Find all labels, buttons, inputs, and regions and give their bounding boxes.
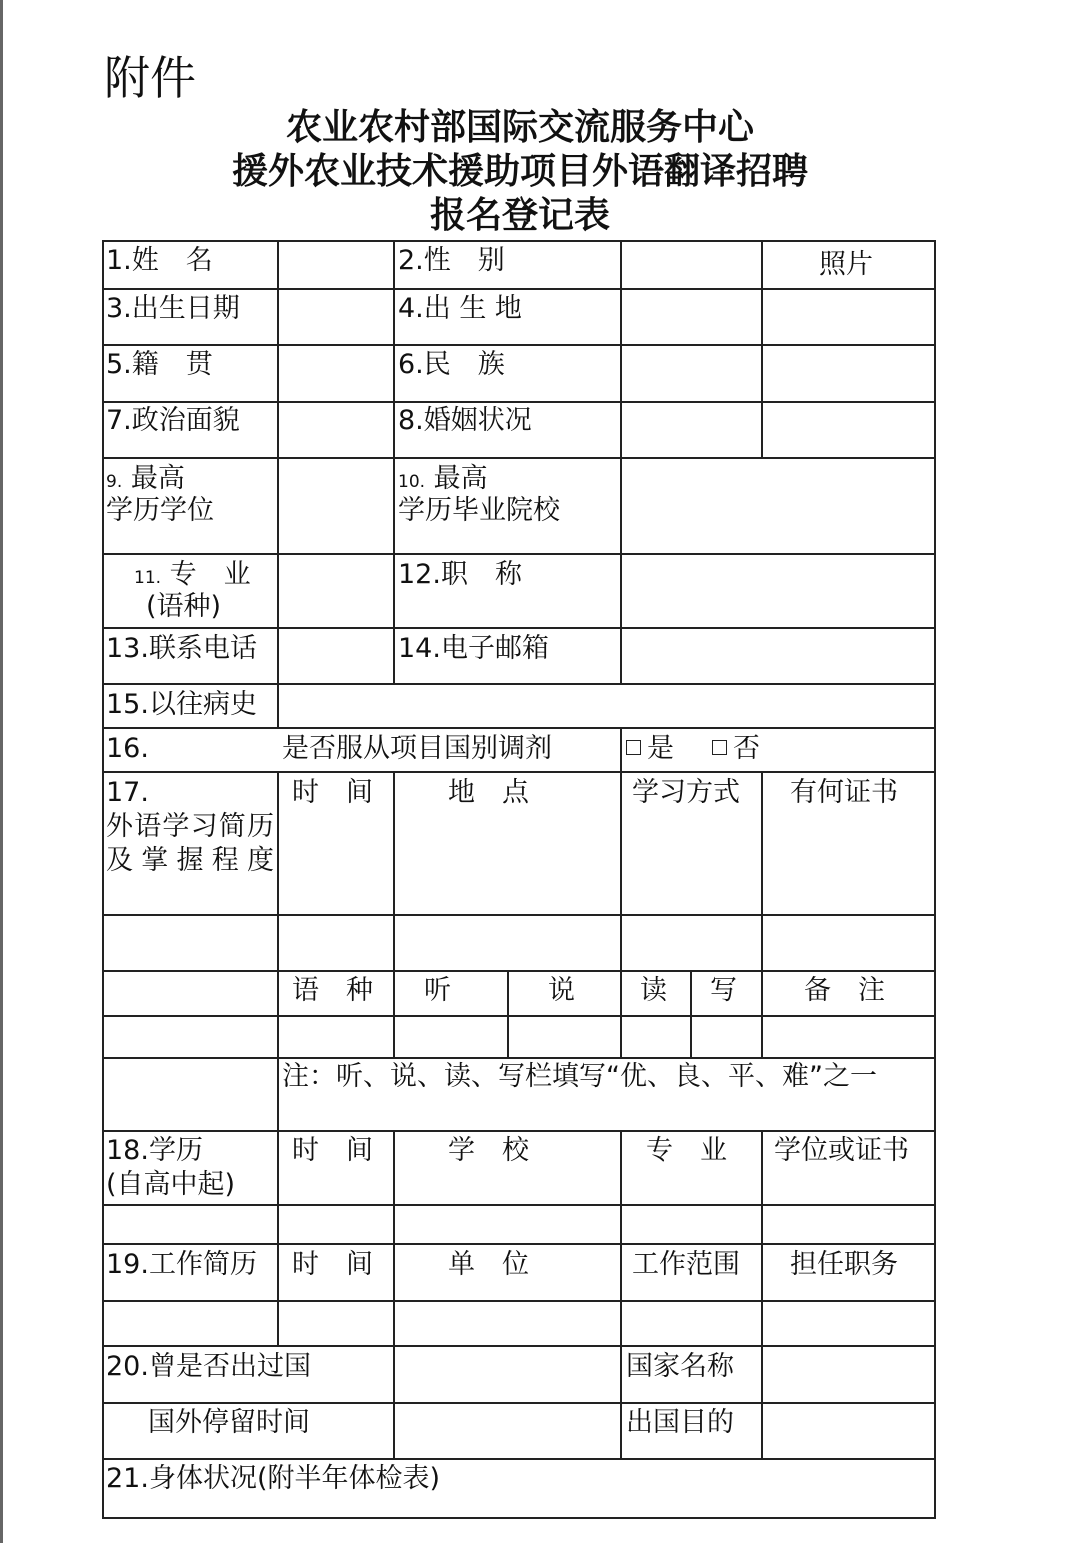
col-place: 地 点 <box>448 777 529 808</box>
field-language-history-label: 外语学习简历及掌握程度 <box>106 811 274 876</box>
option-no-label: 否 <box>733 733 760 764</box>
field-marital-status-label: 8.婚姻状况 <box>398 405 532 436</box>
edu-col-degree: 学位或证书 <box>774 1135 909 1166</box>
field-work-history-label: 19.工作简历 <box>106 1249 257 1280</box>
field-country-adjustment-question: 是否服从项目国别调剂 <box>282 733 552 764</box>
country-name-label: 国家名称 <box>626 1351 734 1382</box>
option-no[interactable] <box>712 732 760 766</box>
field-education-label: 18.学历 <box>106 1135 203 1166</box>
field-native-place-label: 5.籍 贯 <box>106 349 213 380</box>
field-9-number: 9. <box>106 472 123 492</box>
field-11-number: 11. <box>134 568 162 588</box>
field-11-line-b: (语种) <box>146 591 222 622</box>
col-writing: 写 <box>710 975 737 1006</box>
col-study-method: 学习方式 <box>632 777 740 808</box>
field-ethnicity-label: 6.民 族 <box>398 349 505 380</box>
purpose-label: 出国目的 <box>626 1407 734 1438</box>
field-email-label: 14.电子邮箱 <box>398 633 549 664</box>
title-line-3: 报名登记表 <box>429 195 610 236</box>
stay-time-label: 国外停留时间 <box>148 1407 310 1438</box>
col-language: 语 种 <box>292 975 373 1006</box>
field-gender-label: 2.性 别 <box>398 245 505 276</box>
attachment-label: 附件 <box>104 51 196 105</box>
field-10-number: 10. <box>398 472 426 492</box>
field-16-number: 16. <box>106 733 149 764</box>
field-9-line-b: 学历学位 <box>106 495 214 526</box>
field-10-line-b: 学历毕业院校 <box>398 495 560 526</box>
field-17-number: 17. <box>106 777 149 808</box>
work-col-scope: 工作范围 <box>632 1249 740 1280</box>
field-birthdate-label: 3.出生日期 <box>106 293 240 324</box>
field-name-label: 1.姓 名 <box>106 245 213 276</box>
title-line-1: 农业农村部国际交流服务中心 <box>285 107 754 148</box>
field-phone-label: 13.联系电话 <box>106 633 257 664</box>
checkbox-no[interactable] <box>712 740 727 755</box>
option-yes-label: 是 <box>647 733 674 764</box>
field-9-line-a: 最高 <box>130 463 185 494</box>
col-speaking: 说 <box>548 975 575 1006</box>
edu-col-major: 专 业 <box>646 1135 727 1166</box>
col-remarks: 备 注 <box>804 975 885 1006</box>
field-health-label: 21.身体状况(附半年体检表) <box>106 1463 441 1494</box>
col-reading: 读 <box>640 975 667 1006</box>
field-education-sub: (自高中起) <box>106 1169 236 1200</box>
field-birthplace-label: 4.出 生 地 <box>398 293 522 324</box>
field-10-line-a: 最高 <box>433 463 488 494</box>
photo-label: 照片 <box>819 249 873 280</box>
option-yes[interactable] <box>626 732 674 766</box>
checkbox-yes[interactable] <box>626 740 641 755</box>
col-listening: 听 <box>424 975 451 1006</box>
edu-col-time: 时 间 <box>292 1135 373 1166</box>
title-line-2: 援外农业技术援助项目外语翻译招聘 <box>231 151 808 192</box>
work-col-position: 担任职务 <box>790 1249 898 1280</box>
field-political-status-label: 7.政治面貌 <box>106 405 240 436</box>
work-col-employer: 单 位 <box>448 1249 529 1280</box>
field-medical-history-label: 15.以往病史 <box>106 689 257 720</box>
language-note: 注：听、说、读、写栏填写“优、良、平、难”之一 <box>282 1061 877 1092</box>
field-been-abroad-label: 20.曾是否出过国 <box>106 1351 311 1382</box>
field-title-label: 12.职 称 <box>398 559 522 590</box>
edu-col-school: 学 校 <box>448 1135 529 1166</box>
col-time: 时 间 <box>292 777 373 808</box>
field-11-line-a: 专 业 <box>169 559 251 590</box>
registration-form-table <box>102 240 936 1520</box>
col-certificate: 有何证书 <box>790 777 898 808</box>
work-col-time: 时 间 <box>292 1249 373 1280</box>
